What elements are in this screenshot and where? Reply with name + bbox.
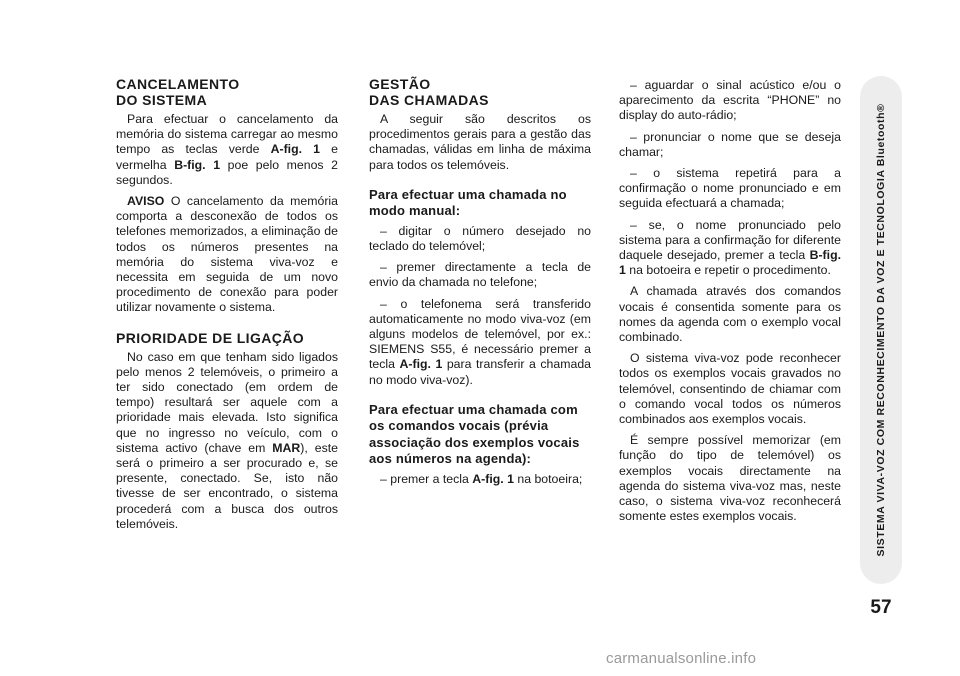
paragraph-prioridade: No caso em que tenham sido ligados pelo menos 2 telemóveis, o primeiro a ter sido conectado (em ordem de tempo) resultará ser aquele com a prioridade mais elevada. Isto significa que no ingresso no veículo, com o sistema activo (chave em MAR), este será o primeiro a ser procurado e, se presente, conectado. Se, isto não tivesse de ser encontrado, o sistema procederá com a busca dos outros telemóveis. [116,349,338,531]
paragraph-step-send: – premer directamente a tecla de envio da chamada no telefone; [369,260,591,290]
side-chapter-label: SISTEMA VIVA-VOZ COM RECONHECIMENTO DA VOZ E TECNOLOGIA Bluetooth® [875,103,887,557]
paragraph-step-confirm: – o sistema repetirá para a confirmação o nome pronunciado e em seguida efectuará a chamada; [619,166,841,211]
paragraph-step-dial: – digitar o número desejado no teclado do telemóvel; [369,223,591,254]
page-number: 57 [870,597,892,618]
paragraph-gestao-intro: A seguir são descritos os procedimentos gerais para a gestão das chamadas, válidas em linha de máxima para todos os telemóveis. [369,112,591,172]
paragraph-cancel-instructions: Para efectuar o cancelamento da memória do sistema carregar ao mesmo tempo as teclas verde A-fig. 1 e vermelha B-fig. 1 poe pelo menos 2 segundos. [116,112,339,187]
paragraph-aviso: AVISO O cancelamento da memória comporta a desconexão de todos os telefones memorizados, a eliminação de todos os números presentes na memória do sistema viva-voz e necessita em seguida de um novo procedimento de conexão para poder utilizar novamente o sistema. [116,194,338,315]
subheading-voice-call: Para efectuar uma chamada com os comandos vocais (prévia associação dos exemplos vocais aos números na agenda): [369,401,580,467]
heading-gestao: GESTÃO DAS CHAMADAS [369,76,489,108]
heading-cancelamento: CANCELAMENTO DO SISTEMA [116,76,240,108]
column-1 [116,76,338,538]
paragraph-step-transfer: – o telefonema será transferido automaticamente no modo viva-voz (em alguns modelos de telemóvel, por ex.: SIEMENS S55, é necessário premer a tecla A-fig. 1 para transferir a chamada no modo viva-voz). [369,296,591,387]
heading-prioridade: PRIORIDADE DE LIGAÇÃO [116,329,305,346]
paragraph-step-pronounce: – pronunciar o nome que se deseja chamar; [619,129,841,159]
column-2 [369,76,591,493]
subheading-manual-call: Para efectuar uma chamada no modo manual: [369,186,567,219]
column-3 [619,78,841,530]
paragraph-step-repeat: – se, o nome pronunciado pelo sistema para a confirmação for diferente daquele desejado, premer a tecla B-fig. 1 na botoeira e repetir o procedimento. [619,217,841,278]
paragraph-voice-memorize: É sempre possível memorizar (em função do tipo de telemóvel) os exemplos vocais directamente na agenda do sistema viva-voz mas, neste caso, o sistema viva-voz reconhecerá somente estes exemplos vocais. [619,433,841,524]
paragraph-step-wait: – aguardar o sinal acústico e/ou o aparecimento da escrita “PHONE” no display do auto-rádio; [619,78,841,123]
paragraph-step-press: – premer a tecla A-fig. 1 na botoeira; [380,471,583,486]
paragraph-voice-agenda: A chamada através dos comandos vocais é consentida somente para os nomes da agenda com o exemplo vocal combinado. [619,284,841,345]
paragraph-voice-recognition: O sistema viva-voz pode reconhecer todos os exemplos vocais gravados no telemóvel, consentindo de chiamar com o comando vocal todos os números combinados aos exemplos vocais. [619,351,841,427]
watermark: carmanualsonline.info [606,650,757,667]
